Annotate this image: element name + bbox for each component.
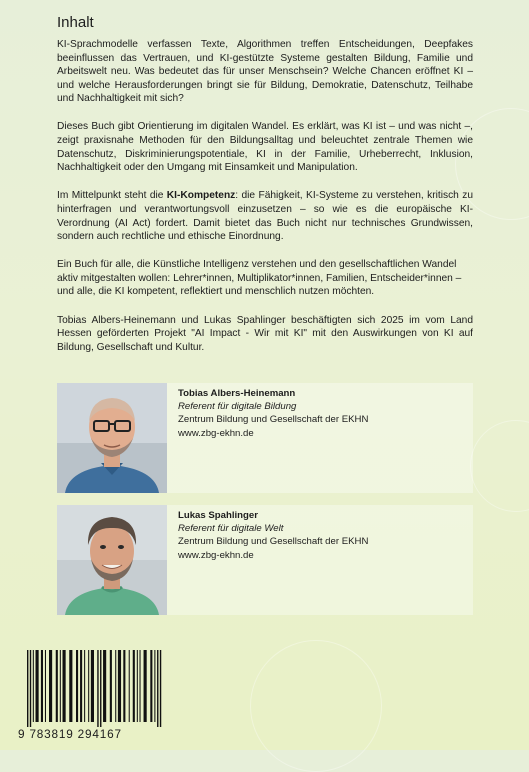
author-list xyxy=(57,383,473,627)
barcode-bar xyxy=(63,650,66,722)
author-role: Referent für digitale Welt xyxy=(178,523,284,535)
barcode-bar xyxy=(36,650,39,722)
author-organization: Zentrum Bildung und Gesellschaft der EKHN xyxy=(178,414,369,426)
barcode-bar xyxy=(144,650,147,722)
author-info xyxy=(167,505,368,615)
barcode-bar xyxy=(110,650,112,722)
author-photo xyxy=(57,505,167,615)
author-card xyxy=(57,383,473,493)
author-info xyxy=(167,383,368,493)
blurb-paragraph-3 xyxy=(57,189,473,243)
blurb-section xyxy=(57,14,473,369)
background-circle-decoration xyxy=(470,420,529,512)
author-photo xyxy=(57,383,167,493)
barcode-bar xyxy=(41,650,43,722)
barcode-bar xyxy=(100,650,101,727)
barcode-bar xyxy=(80,650,82,722)
author-name: Tobias Albers-Heinemann xyxy=(178,388,296,399)
barcode-bar xyxy=(33,650,34,722)
barcode-bar xyxy=(84,650,85,722)
background-circle-decoration xyxy=(250,640,382,772)
ki-kompetenz-highlight: KI-Kompetenz xyxy=(166,190,236,202)
blurb-paragraph-2: Dieses Buch gibt Orientierung im digitalen Wandel. Es erklärt, was KI ist – und was nicht –, zeigt praxisnahe Methoden für den Bildungsalltag und beleuchtet zentrale Themen wie Datenschutz, Diskriminierungspotentiale, KI in der Familie, Urheberrecht, Inklusion, Nachhaltigkeit oder den Umgang mit Einsamkeit und Manipulation. xyxy=(57,121,473,174)
barcode-bar xyxy=(27,650,28,727)
barcode-bar xyxy=(103,650,106,722)
author-website: www.zbg-ekhn.de xyxy=(178,549,254,561)
barcode-bar xyxy=(49,650,52,722)
blurb-paragraph-1: KI-Sprachmodelle verfassen Texte, Algorithmen treffen Entscheidungen, Deepfakes beeinflussen das Vertrauen, und KI-gestützte Systeme gestalten Bildung, Familie und Arbeitswelt neu. Was bedeutet das für unser Menschsein? Welche Chancen eröffnet KI – und welche Herausforderungen bringt sie für Bildung, Demokratie, Datenschutz, Teilhabe und Nachhaltigkeit mit sich? xyxy=(57,39,473,105)
barcode-bar xyxy=(30,650,31,727)
barcode-bar xyxy=(160,650,161,727)
barcode-bars xyxy=(25,650,193,727)
barcode-bar xyxy=(45,650,46,722)
isbn-barcode xyxy=(18,650,202,746)
barcode-bar xyxy=(150,650,152,722)
barcode-bar xyxy=(88,650,89,722)
paragraph-3-intro: Im Mittelpunkt steht die xyxy=(57,190,167,202)
barcode-bar xyxy=(118,650,121,722)
page-title: Inhalt xyxy=(57,14,94,31)
blurb-paragraph-5: Tobias Albers-Heinemann und Lukas Spahlinger beschäftigten sich 2025 im vom Land Hessen geförderten Projekt "AI Impact - Wir mit KI" mit den Auswirkungen von KI auf Bildung, Gesellschaft und Kultur. xyxy=(57,314,473,353)
barcode-bar xyxy=(157,650,158,727)
author-name: Lukas Spahlinger xyxy=(178,510,258,521)
barcode-bar xyxy=(154,650,155,722)
barcode-bar xyxy=(133,650,135,722)
author-organization: Zentrum Bildung und Gesellschaft der EKHN xyxy=(178,536,369,548)
barcode-bar xyxy=(56,650,58,722)
author-role: Referent für digitale Bildung xyxy=(178,401,297,413)
barcode-bar xyxy=(76,650,78,722)
barcode-bar xyxy=(91,650,94,722)
paragraph-3-rest: : die Fähigkeit, KI-Systeme zu verstehen, kritisch zu hinterfragen und verantwortungsvoll einzusetzen – so wie es die europäische KI-Verordnung (AI Act) fordert. Damit bietet das Buch nicht nur technisches Grundwissen, sondern auch rechtliche und ethische Einordnung. xyxy=(57,190,473,243)
author-card xyxy=(57,505,473,615)
barcode-bar xyxy=(137,650,138,722)
barcode-bar xyxy=(60,650,61,722)
barcode-bar xyxy=(115,650,116,722)
isbn-number: 9 783819 294167 xyxy=(18,727,122,741)
barcode-bar xyxy=(140,650,141,722)
barcode-bar xyxy=(123,650,125,722)
blurb-paragraph-4: Ein Buch für alle, die Künstliche Intelligenz verstehen und den gesellschaftlichen Wandel aktiv mitgestalten wollen: Lehrer*innen, Multiplikator*innen, Familien, Entscheider*innen – und alle, die KI kompetent, reflektiert und menschlich nutzen möchten. xyxy=(57,259,462,298)
barcode-bar xyxy=(69,650,72,722)
barcode-bar xyxy=(129,650,130,722)
author-website: www.zbg-ekhn.de xyxy=(178,427,254,439)
barcode-bar xyxy=(97,650,98,727)
